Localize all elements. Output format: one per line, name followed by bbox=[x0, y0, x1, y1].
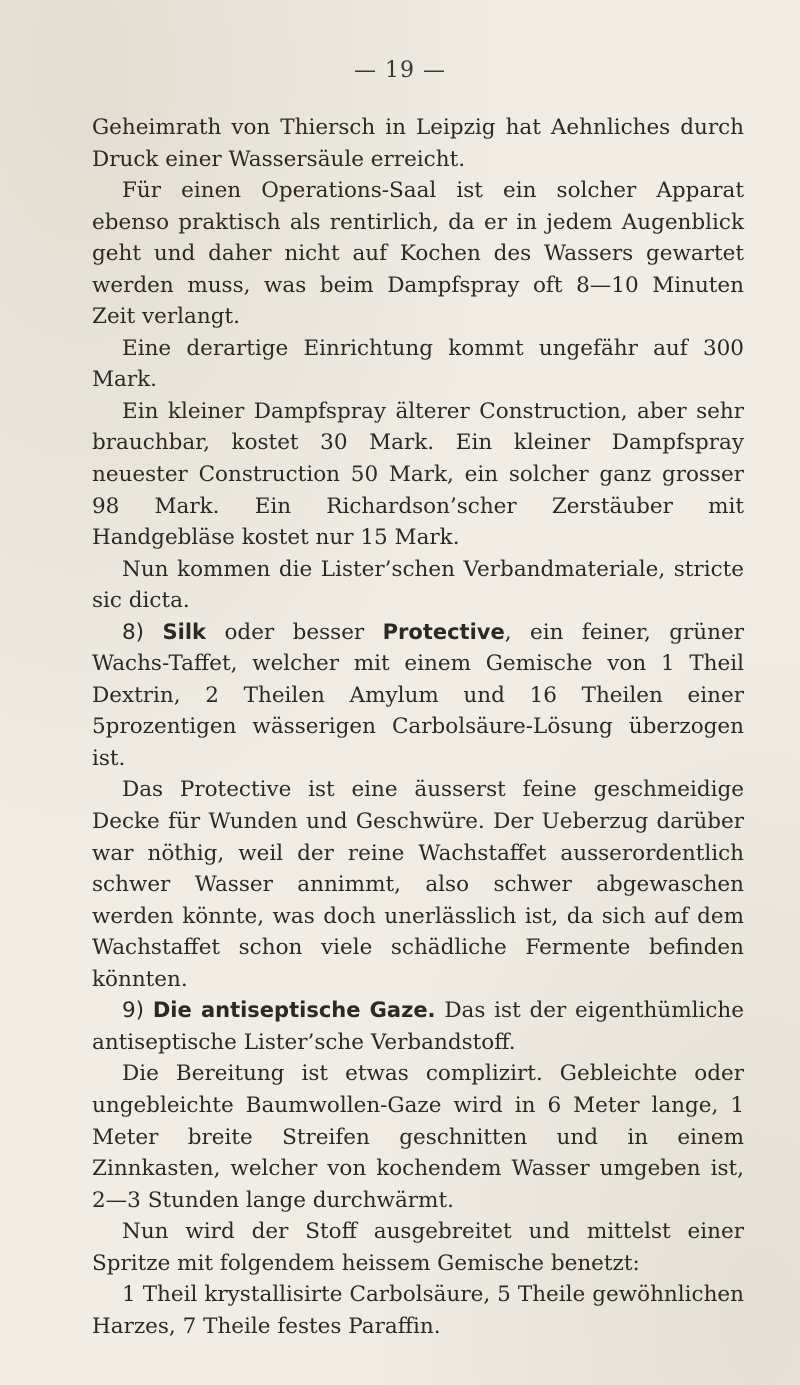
paragraph: Eine derartige Einrichtung kommt ungefähr auf 300 Mark. bbox=[92, 335, 744, 393]
paragraph: Geheimrath von Thiersch in Leipzig hat Aehnliches durch Druck einer Wassersäule erreicht. bbox=[92, 115, 744, 172]
paragraph: Für einen Operations-Saal ist ein solcher Apparat ebenso praktisch als rentirlich, da er in jedem Augenblick geht und daher nicht auf Kochen des Wassers gewartet werden muss, was beim Dampfspray oft 8—10 Minuten Zeit verlangt. bbox=[92, 178, 744, 330]
paragraph: Das Protective ist eine äusserst feine geschmeidige Decke für Wunden und Geschwüre. Der Ueberzug darüber war nöthig, weil der reine Wachstaffet ausserordentlich schwer Wasser annimmt, also schwer abgewaschen werden könnte, was doch unerlässlich ist, da sich auf dem Wachstaffet schon viele schädliche Fermente befinden könnten. bbox=[92, 777, 744, 992]
paragraph: Die Bereitung ist etwas complizirt. Gebleichte oder ungebleichte Baumwollen-Gaze wird in 6 Meter lange, 1 Meter breite Streifen geschnitten und in einem Zinnkasten, welcher von kochendem Wasser umgeben ist, 2—3 Stunden lange durchwärmt. bbox=[92, 1061, 744, 1213]
section-heading: Die antiseptische Gaze. bbox=[152, 998, 436, 1023]
body-text bbox=[92, 112, 744, 1342]
paragraph: Nun kommen die Lister’schen Verbandmateriale, stricte sic dicta. bbox=[92, 556, 744, 614]
section-number: 9) bbox=[122, 998, 145, 1024]
section-heading: Protective bbox=[382, 619, 505, 644]
paragraph: Nun wird der Stoff ausgebreitet und mittelst einer Spritze mit folgendem heissem Gemische benetzt: bbox=[92, 1219, 744, 1276]
paragraph: 1 Theil krystallisirte Carbolsäure, 5 Theile gewöhnlichen Harzes, 7 Theile festes Paraffin. bbox=[92, 1282, 744, 1339]
section-9-paragraph: 9) Die antiseptische Gaze. Das ist der eigenthümliche antiseptische Lister’sche Verbandstoff. bbox=[92, 998, 744, 1055]
section-8-paragraph: 8) Silk oder besser Protective, ein feiner, grüner Wachs-Taffet, welcher mit einem Gemische von 1 Theil Dextrin, 2 Theilen Amylum und 16 Theilen einer 5prozentigen wässerigen Carbolsäure-Lösung überzogen ist. bbox=[92, 619, 744, 771]
paragraph: Ein kleiner Dampfspray älterer Construction, aber sehr brauchbar, kostet 30 Mark. Ein kleiner Dampfspray neuester Construction 50 Mark, ein solcher ganz grosser 98 Mark. Ein Richardson’scher Zerstäuber mit Handgebläse kostet nur 15 Mark. bbox=[92, 398, 744, 551]
page-number: — 19 — bbox=[354, 58, 446, 83]
section-number: 8) bbox=[122, 619, 145, 645]
section-heading: Silk bbox=[162, 619, 207, 644]
